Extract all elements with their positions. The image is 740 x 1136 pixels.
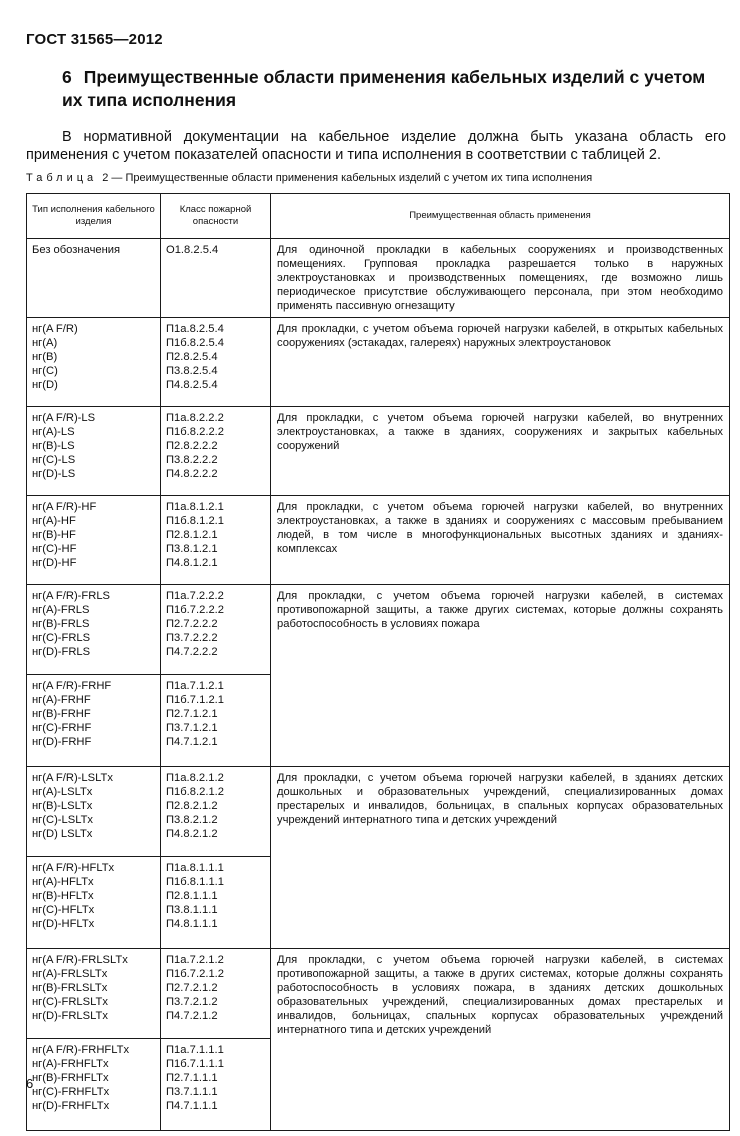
fire-class-code: П4.7.1.1.1 [166,1100,218,1113]
fire-class-code: П3.8.2.5.4 [166,365,218,378]
cell-fire-classes [161,767,271,857]
cell-cable-types [27,1039,161,1131]
fire-class-code: П3.7.2.2.2 [166,632,218,645]
fire-class-code: П4.7.2.1.2 [166,1010,218,1023]
fire-class-code: П1а.7.1.2.1 [166,680,224,692]
fire-class-code: П4.7.1.2.1 [166,736,218,749]
cable-type-code: нг(C)-FRLSLTx [32,996,108,1009]
table-caption-text: — Преимущественные области применения кабельных изделий с учетом их типа исполнения [111,172,593,184]
cable-type-code: нг(C)-HF [32,543,77,556]
application-areas-table [26,193,730,1131]
cable-type-code: нг(C)-FRHFLTx [32,1086,110,1099]
fire-class-code: П4.7.2.2.2 [166,646,218,659]
cable-type-code: нг(C)-LS [32,454,76,467]
cell-fire-classes [161,1039,271,1131]
table-row [27,767,730,857]
section-number: 6 [62,67,72,87]
fire-class-code: П1б.8.1.2.1 [166,515,224,528]
fire-class-code: П1а.7.2.1.2 [166,954,224,966]
table-row [27,318,730,407]
intro-paragraph: В нормативной документации на кабельное изделие должна быть указана область его применения с учетом показателей опасности и типа исполнения в соответствии с таблицей 2. [26,129,726,163]
fire-class-code: П4.8.2.2.2 [166,468,218,481]
cable-type-code: нг(C) [32,365,58,378]
page-number: 6 [26,1076,34,1091]
cable-type-code: Без обозначения [32,244,121,256]
fire-class-code: П4.8.2.5.4 [166,379,218,392]
cable-type-code: нг(A)-FRHF [32,694,91,707]
cable-type-code: нг(D)-FRHF [32,736,92,749]
cell-fire-classes [161,675,271,767]
fire-class-code: П2.8.2.5.4 [166,351,218,364]
table-caption [26,172,731,184]
cell-cable-types [27,496,161,585]
fire-class-code: П2.8.2.1.2 [166,800,218,813]
fire-class-code: П1а.8.2.1.2 [166,772,224,784]
cable-type-code: нг(B)-LSLTx [32,800,93,813]
fire-class-code: П2.8.2.2.2 [166,440,218,453]
fire-class-code: П3.7.2.1.2 [166,996,218,1009]
cable-type-code: нг(A F/R)-FRHFLTx [32,1044,130,1056]
fire-class-code: П3.8.1.2.1 [166,543,218,556]
fire-class-code: П4.8.1.2.1 [166,557,218,570]
fire-class-code: П1а.8.2.5.4 [166,323,224,335]
cell-cable-types [27,857,161,949]
fire-class-code: П1б.8.2.5.4 [166,337,224,350]
cell-cable-types [27,239,161,318]
cable-type-code: нг(B)-FRLSLTx [32,982,108,995]
fire-class-code: П3.8.1.1.1 [166,904,218,917]
fire-class-code: П1а.8.2.2.2 [166,412,224,424]
table-body [27,239,730,1131]
fire-class-code: П1а.7.1.1.1 [166,1044,224,1056]
header-area-text: Преимущественная область применения [409,210,591,221]
fire-class-code: П1а.8.1.1.1 [166,862,224,874]
cable-type-code: нг(C)-LSLTx [32,814,94,827]
cable-type-code: нг(A)-HF [32,515,76,528]
cable-type-code: нг(A F/R)-FRLSLTx [32,954,128,966]
fire-class-code: П3.7.1.1.1 [166,1086,218,1099]
fire-class-code: П1а.8.1.2.1 [166,501,224,513]
fire-class-code: П2.8.1.2.1 [166,529,218,542]
fire-class-code: П3.8.2.2.2 [166,454,218,467]
table-row [27,949,730,1039]
fire-class-code: П1б.8.2.2.2 [166,426,224,439]
cell-application-area: Для прокладки, с учетом объема горючей нагрузки кабелей, во внутренних электроустановках, а также в зданиях и сооружениях с массовым пребыванием людей, в том числе в многофункциональных высотных зданиях и зданиях-комплексах [271,496,730,585]
cable-type-code: нг(A F/R)-HFLTx [32,862,115,874]
cable-type-code: нг(A)-FRLSLTx [32,968,108,981]
fire-class-code: П2.7.1.2.1 [166,708,218,721]
cell-application-area: Для прокладки, с учетом объема горючей нагрузки кабелей, в зданиях детских дошкольных и образовательных учреждений, специализированных домах престарелых и инвалидов, больницах, в спальных корпусах образовательных учреждений интернатного типа и детских учреждений [271,767,730,949]
fire-class-code: П2.7.1.1.1 [166,1072,218,1085]
cable-type-code: нг(A)-HFLTx [32,876,94,889]
cable-type-code: нг(B)-FRHFLTx [32,1072,109,1085]
fire-class-code: П4.8.1.1.1 [166,918,218,931]
cell-cable-types [27,407,161,496]
fire-class-code: О1.8.2.5.4 [166,244,219,256]
fire-class-code: П1б.8.1.1.1 [166,876,224,889]
fire-class-code: П3.7.1.2.1 [166,722,218,735]
fire-class-code: П4.8.2.1.2 [166,828,218,841]
cable-type-code: нг(D) [32,379,58,392]
fire-class-code: П2.7.2.2.2 [166,618,218,631]
header-type [27,194,161,239]
fire-class-code: П1б.7.1.1.1 [166,1058,224,1071]
cable-type-code: нг(B)-HF [32,529,76,542]
cable-type-code: нг(B) [32,351,58,364]
table-row [27,585,730,675]
table-row [27,407,730,496]
header-area [271,194,730,239]
cell-cable-types [27,949,161,1039]
table-caption-word: Таблица [26,172,98,184]
cable-type-code: нг(C)-FRLS [32,632,91,645]
cell-fire-classes [161,857,271,949]
header-type-text: Тип исполнения кабельного изделия [32,204,155,227]
cable-type-code: нг(A) [32,337,58,350]
cable-type-code: нг(D)-FRHFLTx [32,1100,110,1113]
table-row [27,496,730,585]
cell-application-area: Для прокладки, с учетом объема горючей нагрузки кабелей, во внутренних электроустановках, а также в зданиях, сооружениях и закрытых кабельных сооружений [271,407,730,496]
cable-type-code: нг(B)-LS [32,440,75,453]
document-code: ГОСТ 31565—2012 [26,31,163,48]
cable-type-code: нг(A F/R)-FRHF [32,680,112,692]
table-caption-number: 2 [102,172,109,184]
cell-cable-types [27,318,161,407]
cell-cable-types [27,675,161,767]
table-row [27,239,730,318]
section-heading [62,66,722,112]
cable-type-code: нг(A)-LSLTx [32,786,93,799]
cable-type-code: нг(A)-FRLS [32,604,90,617]
cable-type-code: нг(A F/R) [32,323,78,335]
cable-type-code: нг(C)-HFLTx [32,904,95,917]
cable-type-code: нг(A F/R)-HF [32,501,97,513]
cable-type-code: нг(A F/R)-LS [32,412,96,424]
fire-class-code: П1б.7.1.2.1 [166,694,224,707]
cable-type-code: нг(A F/R)-FRLS [32,590,111,602]
cable-type-code: нг(C)-FRHF [32,722,92,735]
fire-class-code: П1б.8.2.1.2 [166,786,224,799]
cable-type-code: нг(D)-FRLSLTx [32,1010,108,1023]
cell-fire-classes [161,496,271,585]
cell-application-area: Для одиночной прокладки в кабельных сооружениях и производственных помещениях. Групповая прокладка разрешается только в наружных электроустановках и производственных помещениях, где возможно лишь периодическое присутствие обслуживающего персонала, при этом необходимо применять пассивную огнезащиту [271,239,730,318]
cell-application-area: Для прокладки, с учетом объема горючей нагрузки кабелей, в открытых кабельных сооружениях (эстакадах, галереях) наружных электроустановок [271,318,730,407]
cell-fire-classes [161,239,271,318]
cable-type-code: нг(A)-LS [32,426,75,439]
cable-type-code: нг(D)-LS [32,468,76,481]
cell-cable-types [27,767,161,857]
cable-type-code: нг(D)-FRLS [32,646,91,659]
cable-type-code: нг(B)-HFLTx [32,890,94,903]
cable-type-code: нг(B)-FRLS [32,618,90,631]
cell-application-area: Для прокладки, с учетом объема горючей нагрузки кабелей, в системах противопожарной защиты, а также других системах, которые должны сохранять работоспособность в условиях пожара [271,585,730,767]
fire-class-code: П2.8.1.1.1 [166,890,218,903]
table-header-row [27,194,730,239]
fire-class-code: П1а.7.2.2.2 [166,590,224,602]
cable-type-code: нг(A)-FRHFLTx [32,1058,109,1071]
fire-class-code: П1б.7.2.2.2 [166,604,224,617]
header-class-text: Класс пожарной опасности [179,204,252,227]
cell-application-area: Для прокладки, с учетом объема горючей нагрузки кабелей, в системах противопожарной защиты, а также в других системах, которые должны сохранять работоспособность в условиях пожара, в зданиях детских дошкольных образовательных учреждений, специализированных домах престарелых и инвалидов, больницах, спальных корпусах образовательных учреждений интернатного типа и детских учреждений [271,949,730,1131]
section-title-text: Преимущественные области применения кабельных изделий с учетом их типа исполнения [62,67,706,110]
cell-fire-classes [161,949,271,1039]
cell-fire-classes [161,585,271,675]
header-class [161,194,271,239]
cable-type-code: нг(D) LSLTx [32,828,93,841]
fire-class-code: П3.8.2.1.2 [166,814,218,827]
cell-cable-types [27,585,161,675]
cable-type-code: нг(B)-FRHF [32,708,91,721]
cable-type-code: нг(A F/R)-LSLTx [32,772,113,784]
cable-type-code: нг(D)-HFLTx [32,918,95,931]
fire-class-code: П1б.7.2.1.2 [166,968,224,981]
cell-fire-classes [161,407,271,496]
cable-type-code: нг(D)-HF [32,557,77,570]
cell-fire-classes [161,318,271,407]
fire-class-code: П2.7.2.1.2 [166,982,218,995]
